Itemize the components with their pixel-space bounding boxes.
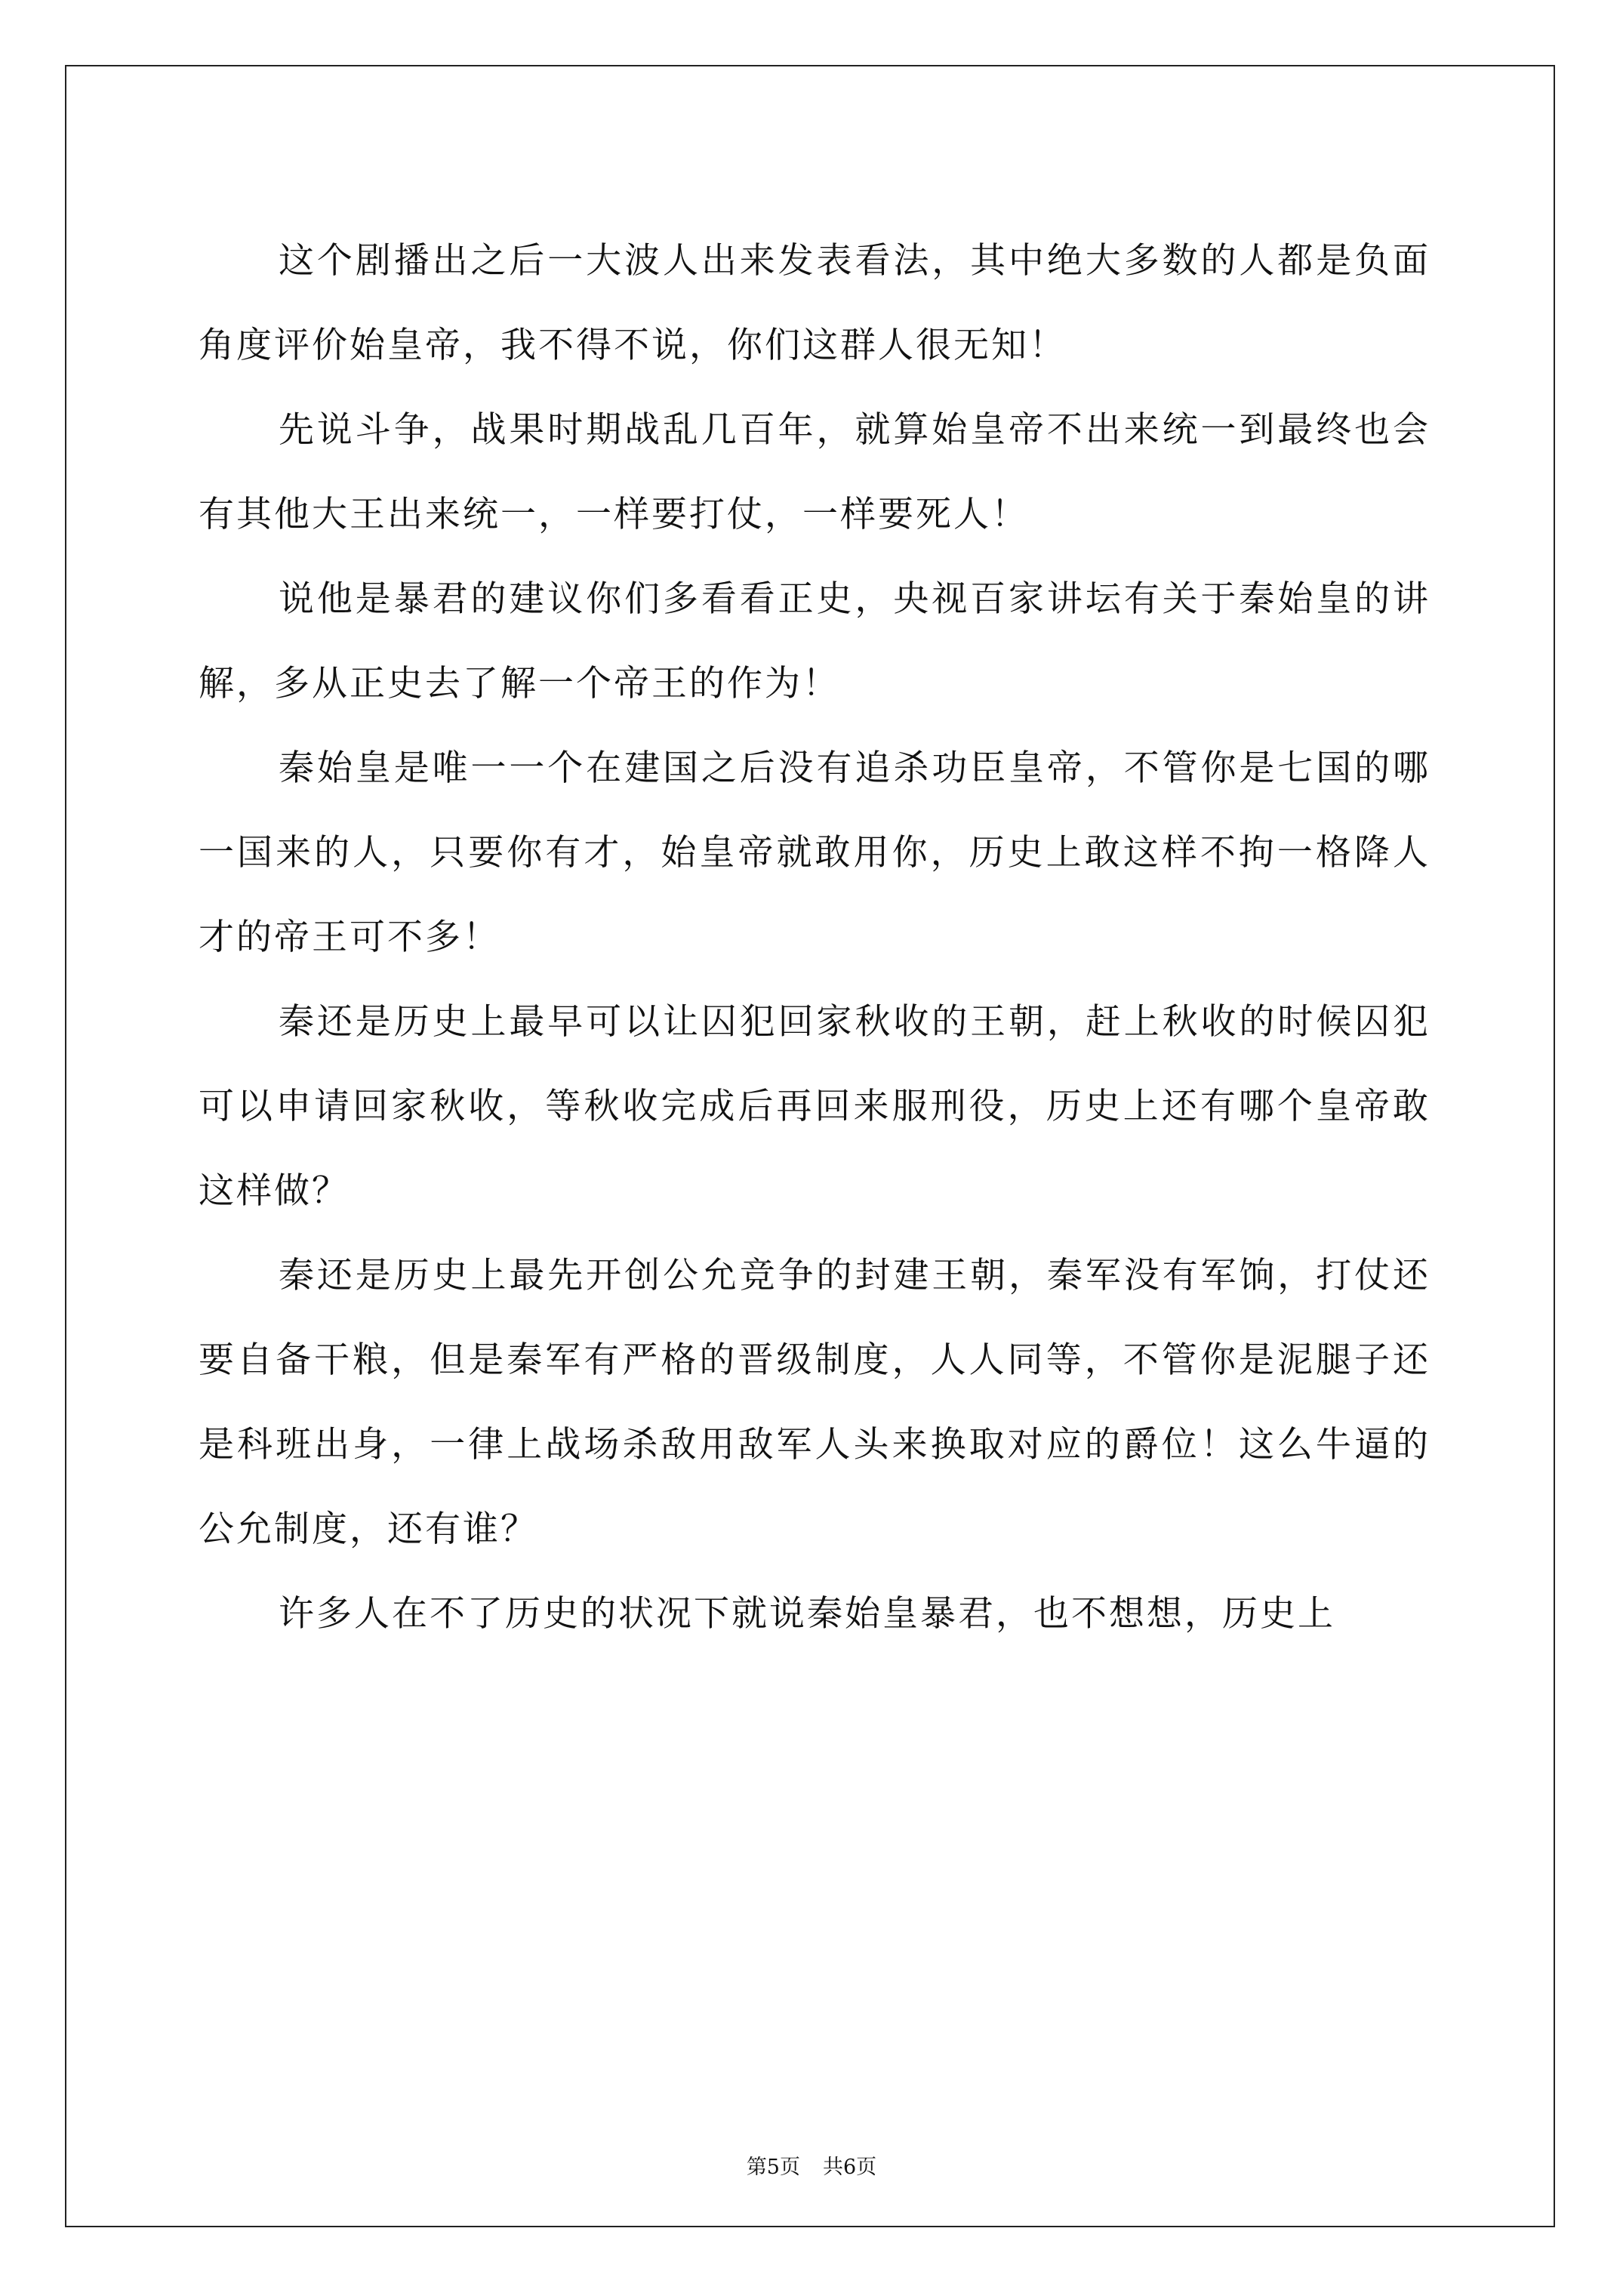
page-number: 第5页 <box>746 2156 800 2179</box>
page-total: 共6页 <box>823 2156 877 2179</box>
paragraph-5: 秦还是历史上最早可以让囚犯回家秋收的王朝，赶上秋收的时候囚犯可以申请回家秋收，等秋收完成后再回来服刑役，历史上还有哪个皇帝敢这样做？ <box>199 1001 1431 1212</box>
paragraph-6: 秦还是历史上最先开创公允竞争的封建王朝，秦军没有军饷，打仗还要自备干粮，但是秦军有严格的晋级制度，人人同等，不管你是泥腿子还是科班出身，一律上战场杀敌用敌军人头来换取对应的爵位！这么牛逼的公允制度，还有谁？ <box>199 1255 1431 1550</box>
page-footer <box>0 2150 1623 2180</box>
paragraph-1: 这个剧播出之后一大波人出来发表看法，其中绝大多数的人都是负面角度评价始皇帝，我不得不说，你们这群人很无知！ <box>199 240 1431 366</box>
paragraph-2: 先说斗争，战果时期战乱几百年，就算始皇帝不出来统一到最终也会有其他大王出来统一，一样要打仗，一样要死人！ <box>199 409 1431 535</box>
paragraph-3: 说他是暴君的建议你们多看看正史，央视百家讲坛有关于秦始皇的讲解，多从正史去了解一个帝王的作为！ <box>199 578 1431 704</box>
document-body <box>199 219 1431 1657</box>
paragraph-4: 秦始皇是唯一一个在建国之后没有追杀功臣皇帝，不管你是七国的哪一国来的人，只要你有才，始皇帝就敢用你，历史上敢这样不拘一格降人才的帝王可不多！ <box>199 747 1431 958</box>
paragraph-7: 许多人在不了历史的状况下就说秦始皇暴君，也不想想，历史上 <box>279 1593 1335 1635</box>
